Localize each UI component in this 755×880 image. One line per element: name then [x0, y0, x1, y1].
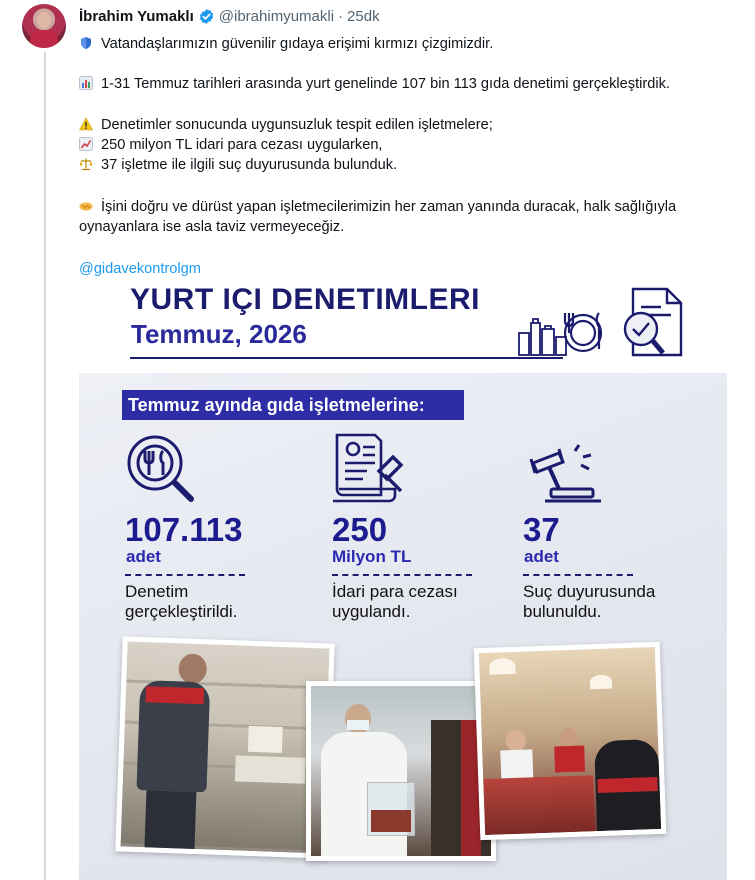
avatar[interactable] — [22, 4, 66, 48]
inspector-sampling-photo — [306, 681, 496, 861]
inspector-storage-photo — [115, 636, 334, 858]
mention-link[interactable]: @gidavekontrolgm — [79, 261, 201, 277]
shield-icon — [79, 36, 93, 50]
bar-chart-icon — [79, 76, 93, 90]
tweet-line-2: 1-31 Temmuz tarihleri arasında yurt genelinde 107 bin 113 gıda denetimi gerçekleştirdik. — [79, 74, 670, 94]
penalty-document-icon — [329, 431, 413, 507]
stat-inspections-desc-1: Denetim — [125, 582, 189, 601]
stat-fine-rule — [332, 574, 472, 576]
stat-complaint-unit: adet — [524, 547, 559, 566]
author-name[interactable]: İbrahim Yumaklı — [79, 8, 194, 25]
thread-line — [44, 52, 46, 880]
stat-fine-number: 250 — [332, 511, 388, 548]
mention-line — [79, 259, 201, 279]
tweet-line-7: oynayanlara ise asla taviz vermeyeceğiz. — [79, 219, 345, 235]
tweet-line-1: Vatandaşlarımızın güvenilir gıdaya erişimi kırmızı çizgimizdir. — [79, 34, 493, 54]
stat-fine-desc-2: uygulandı. — [332, 602, 411, 621]
verified-badge-icon — [198, 8, 215, 25]
tweet-line-6: İşini doğru ve dürüst yapan işletmecilerimizin her zaman yanında duracak, halk sağlığıyla — [79, 197, 676, 217]
infographic-title: YURT IÇI DENETIMLERI — [130, 283, 481, 316]
stat-fine-desc-1: İdari para cezası — [332, 582, 458, 601]
separator-dot: · — [338, 8, 344, 25]
infographic-banner: Temmuz ayında gıda işletmelerine: — [122, 390, 464, 420]
infographic-subtitle: Temmuz, 2026 — [131, 319, 307, 349]
avatar-face — [37, 12, 51, 28]
plate-cutlery-icon — [561, 303, 607, 359]
tweet-header — [79, 8, 380, 25]
plate-inspection-icon — [125, 433, 197, 505]
butcher-shop-inspection-photo — [474, 642, 667, 840]
stat-complaint-desc-1: Suç duyurusunda — [523, 582, 656, 601]
author-handle[interactable]: @ibrahimyumakli — [218, 8, 335, 25]
infographic-card[interactable] — [79, 283, 727, 880]
gavel-icon — [521, 441, 601, 505]
tweet-line-3: Denetimler sonucunda uygunsuzluk tespit edilen işletmelere; — [79, 115, 493, 135]
scales-icon — [79, 157, 93, 171]
stat-inspections-unit: adet — [126, 547, 161, 566]
tweet-line-5: 37 işletme ile ilgili suç duyurusunda bulunduk. — [79, 155, 397, 175]
stat-fine-unit: Milyon TL — [332, 547, 412, 566]
handshake-icon — [79, 199, 93, 213]
stat-complaint-number: 37 — [523, 511, 560, 548]
title-underline — [130, 357, 563, 359]
warning-icon — [79, 117, 93, 131]
chart-up-icon — [79, 137, 93, 151]
stat-complaint-rule — [523, 574, 633, 576]
stat-complaint-desc-2: bulunuldu. — [523, 602, 602, 621]
stat-inspections-number: 107.113 — [125, 511, 243, 548]
stat-inspections-desc-2: gerçekleştirildi. — [125, 602, 238, 621]
document-magnifier-icon — [613, 285, 691, 359]
avatar-suit — [30, 30, 58, 48]
post-time[interactable]: 25dk — [347, 8, 380, 25]
stat-inspections-rule — [125, 574, 245, 576]
tweet-line-4: 250 milyon TL idari para cezası uygularken, — [79, 135, 383, 155]
